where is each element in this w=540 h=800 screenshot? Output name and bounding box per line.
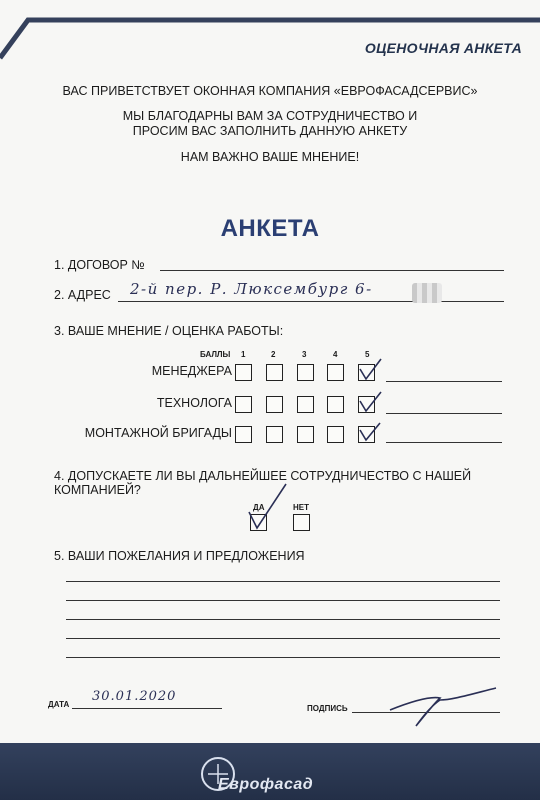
wishes-label: 5. ВАШИ ПОЖЕЛАНИЯ И ПРЕДЛОЖЕНИЯ — [54, 549, 305, 563]
manager-comment-line[interactable] — [386, 381, 502, 382]
wishes-line-1[interactable] — [66, 581, 500, 582]
contract-field[interactable] — [160, 270, 504, 271]
technologist-score-3[interactable] — [297, 396, 314, 413]
continue-question-line-1: 4. ДОПУСКАЕТЕ ЛИ ВЫ ДАЛЬНЕЙШЕЕ СОТРУДНИЧЕСТВО С НАШЕЙ — [54, 469, 472, 483]
scale-1: 1 — [241, 350, 246, 359]
crew-score-1[interactable] — [235, 426, 252, 443]
manager-score-3[interactable] — [297, 364, 314, 381]
technologist-checkmark-icon — [356, 389, 382, 415]
yes-checkmark-icon — [246, 482, 288, 532]
form-title: ОЦЕНОЧНАЯ АНКЕТА — [364, 40, 522, 56]
crew-score-3[interactable] — [297, 426, 314, 443]
continue-question-line-2: КОМПАНИЕЙ? — [54, 483, 141, 497]
questionnaire-title: АНКЕТА — [220, 215, 320, 242]
crew-score-2[interactable] — [266, 426, 283, 443]
manager-score-4[interactable] — [327, 364, 344, 381]
redacted-apartment — [412, 283, 442, 303]
date-field[interactable] — [72, 708, 222, 709]
thanks-line-1: МЫ БЛАГОДАРНЫ ВАМ ЗА СОТРУДНИЧЕСТВО И — [122, 109, 418, 123]
technologist-comment-line[interactable] — [386, 413, 502, 414]
no-checkbox[interactable] — [293, 514, 310, 531]
manager-score-1[interactable] — [235, 364, 252, 381]
date-handwriting: 30.01.2020 — [92, 689, 177, 704]
scale-3: 3 — [302, 350, 307, 359]
yes-label: ДА — [253, 503, 265, 512]
signature-scribble — [380, 686, 500, 730]
row-technologist-label: ТЕХНОЛОГА — [156, 396, 232, 410]
wishes-line-4[interactable] — [66, 638, 500, 639]
scale-label: БАЛЛЫ — [200, 350, 231, 359]
signature-label: ПОДПИСЬ — [307, 704, 348, 713]
rating-label: 3. ВАШЕ МНЕНИЕ / ОЦЕНКА РАБОТЫ: — [54, 324, 284, 338]
manager-score-2[interactable] — [266, 364, 283, 381]
manager-checkmark-icon — [356, 357, 382, 383]
crew-score-4[interactable] — [327, 426, 344, 443]
row-crew-label: МОНТАЖНОЙ БРИГАДЫ — [84, 426, 232, 440]
wishes-line-5[interactable] — [66, 657, 500, 658]
technologist-score-4[interactable] — [327, 396, 344, 413]
technologist-score-2[interactable] — [266, 396, 283, 413]
brand-name: Еврофасад — [218, 776, 314, 793]
row-manager-label: МЕНЕДЖЕРА — [151, 364, 232, 378]
wishes-line-3[interactable] — [66, 619, 500, 620]
greeting-text: ВАС ПРИВЕТСТВУЕТ ОКОННАЯ КОМПАНИЯ «ЕВРОФАСАДСЕРВИС» — [62, 84, 478, 98]
address-label: 2. АДРЕС — [54, 288, 111, 302]
opinion-text: НАМ ВАЖНО ВАШЕ МНЕНИЕ! — [180, 150, 360, 164]
crew-comment-line[interactable] — [386, 442, 502, 443]
scale-2: 2 — [271, 350, 276, 359]
address-handwriting: 2-й пер. Р. Люксембург 6- — [130, 280, 373, 298]
crew-checkmark-icon — [356, 419, 382, 445]
technologist-score-1[interactable] — [235, 396, 252, 413]
scale-4: 4 — [333, 350, 338, 359]
scale-5: 5 — [365, 350, 370, 359]
thanks-line-2: ПРОСИМ ВАС ЗАПОЛНИТЬ ДАННУЮ АНКЕТУ — [132, 124, 408, 138]
contract-label: 1. ДОГОВОР № — [54, 258, 145, 272]
wishes-line-2[interactable] — [66, 600, 500, 601]
address-field[interactable] — [118, 301, 504, 302]
header-decoration — [0, 0, 540, 70]
no-label: НЕТ — [293, 503, 309, 512]
date-label: ДАТА — [48, 700, 70, 709]
